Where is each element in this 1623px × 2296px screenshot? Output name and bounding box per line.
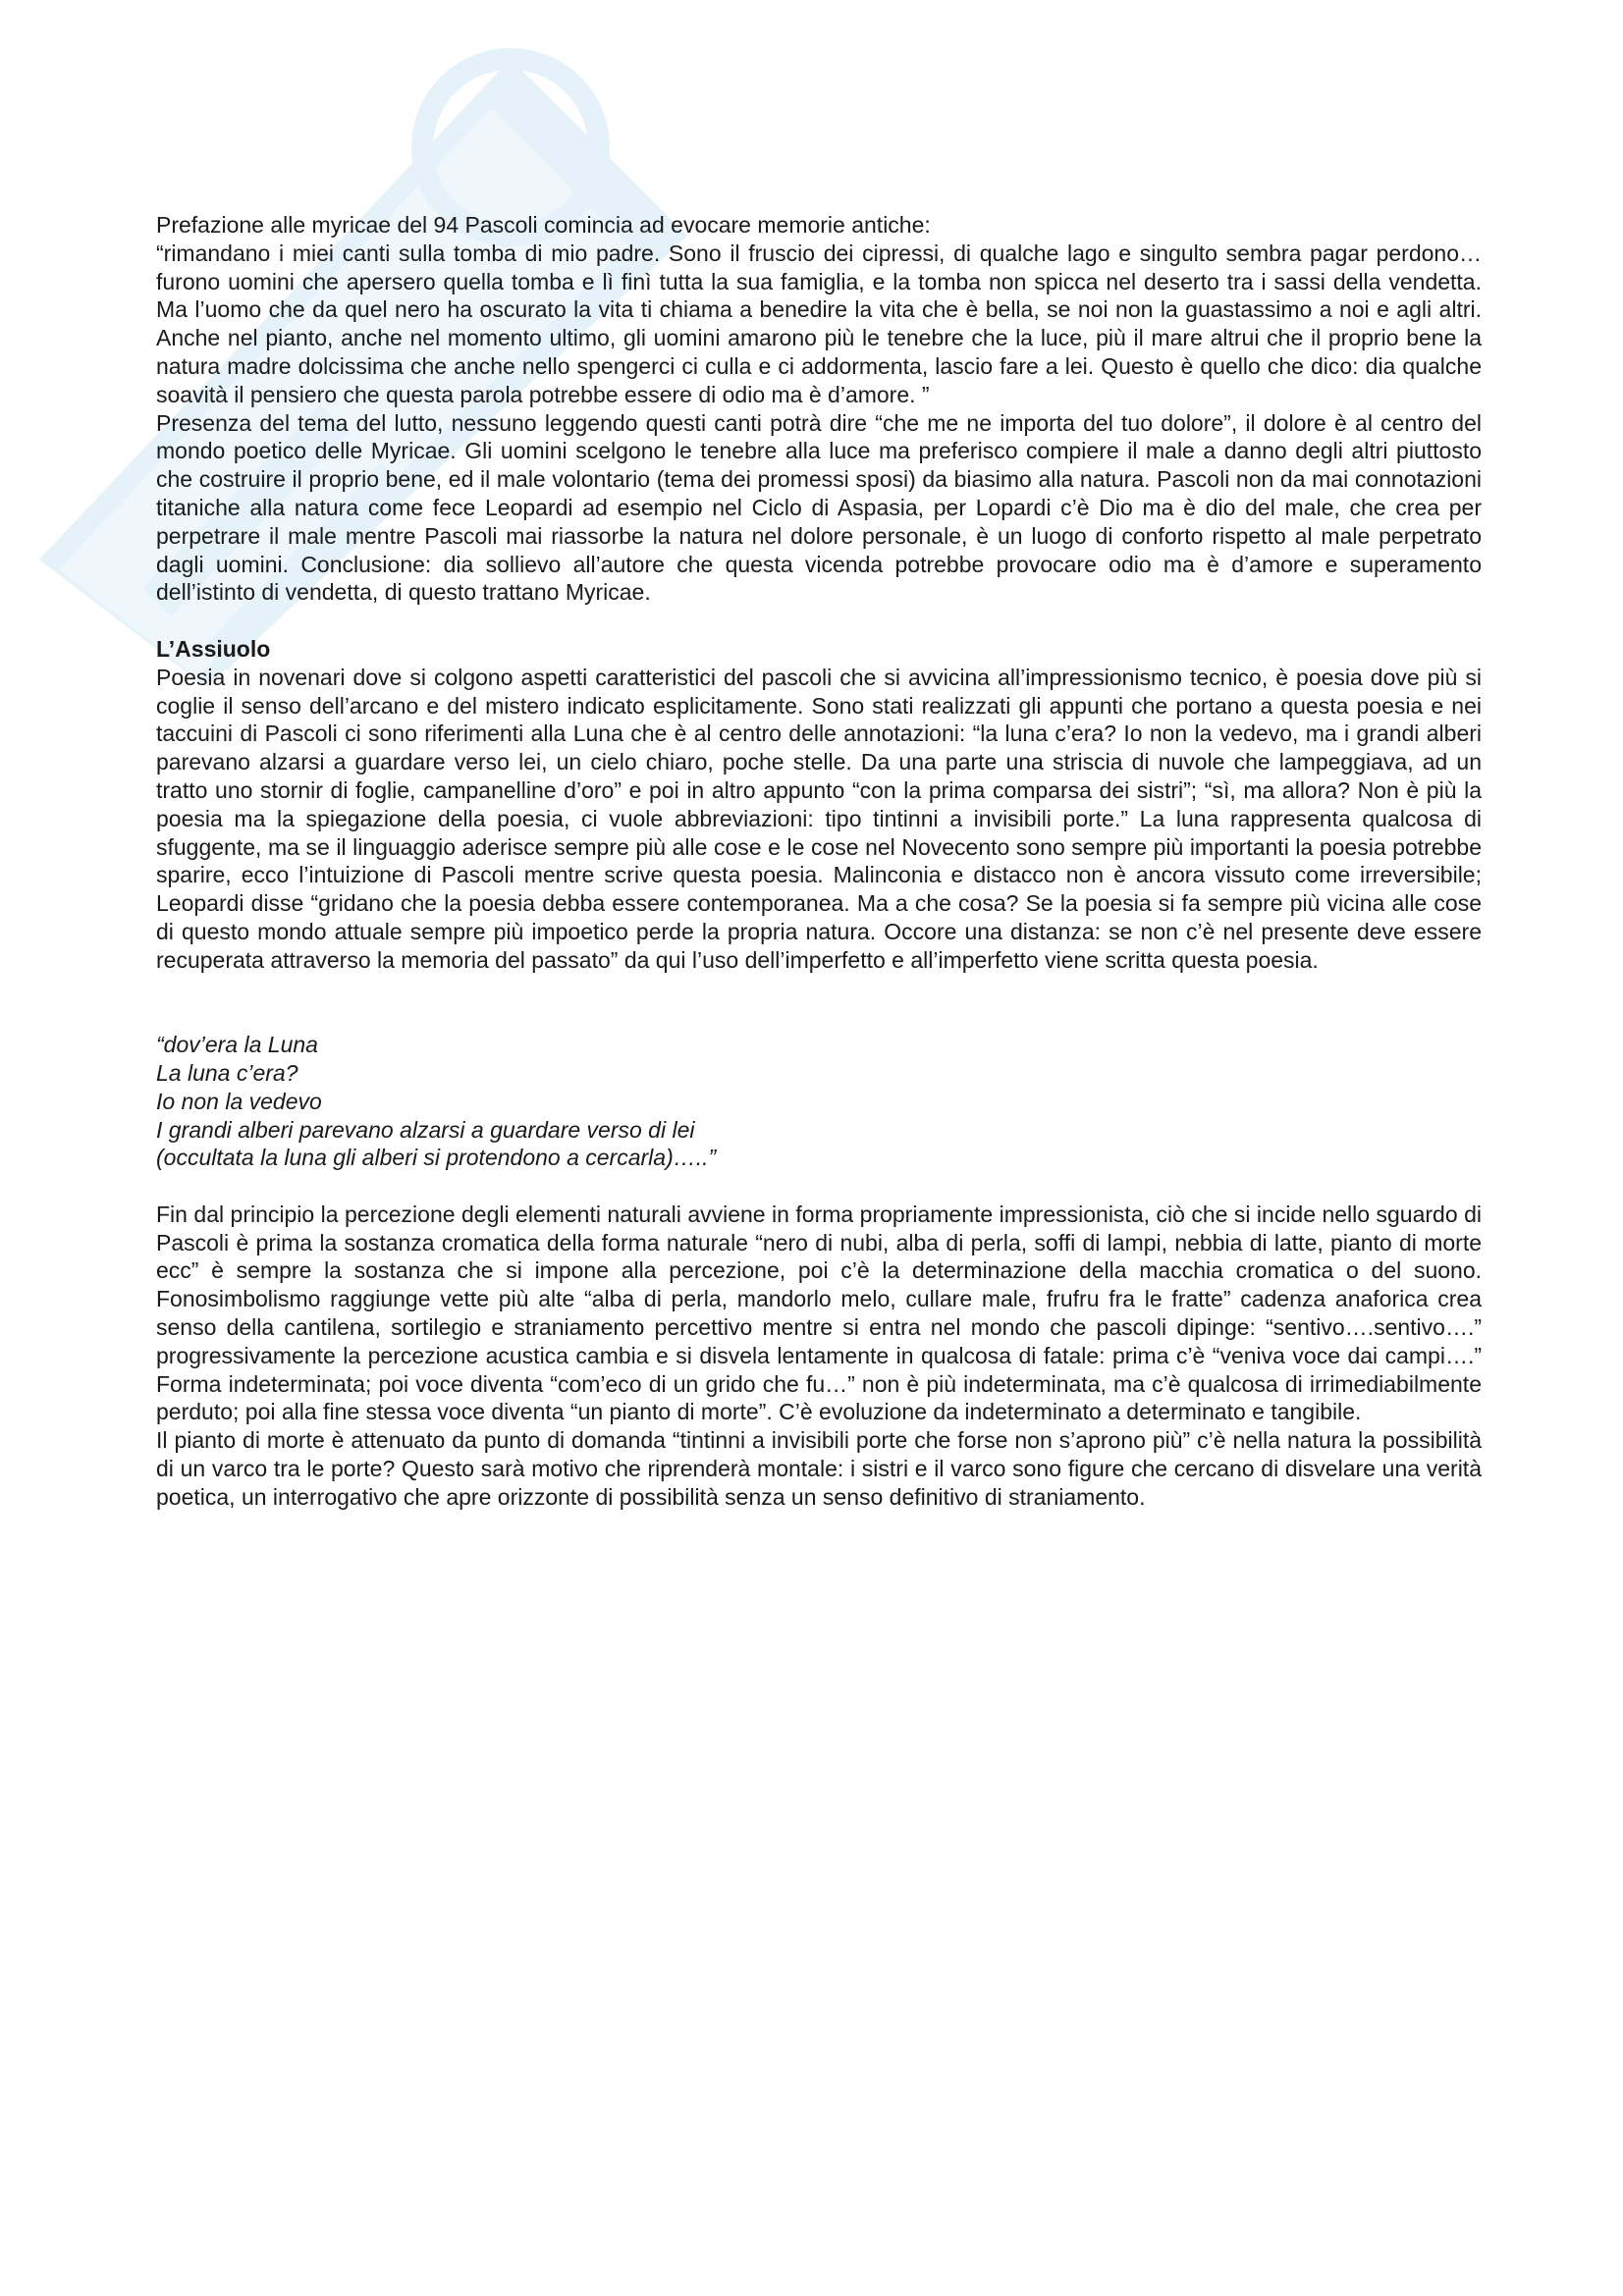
watermark-emblem bbox=[422, 59, 599, 236]
prefazione-intro: Prefazione alle myricae del 94 Pascoli comincia ad evocare memorie antiche: bbox=[156, 212, 931, 238]
poem-line: “dov’era la Luna bbox=[156, 1032, 318, 1058]
poem-excerpt bbox=[156, 1031, 1482, 1172]
poem-line: I grandi alberi parevano alzarsi a guardare verso di lei bbox=[156, 1116, 695, 1143]
analisi-paragraph-2: Il pianto di morte è attenuato da punto di domanda “tintinni a invisibili porte che forse non s’aprono più” c’è nella natura la possibilità di un varco tra le porte? Questo sarà motivo che riprenderà montale: i sistri e il varco sono figure che cercano di disvelare una verità poetica, un interrogativo che apre orizzonte di possibilità senza un senso definitivo di straniamento. bbox=[156, 1427, 1482, 1510]
section-heading-assiuolo: L’Assiuolo bbox=[156, 635, 271, 662]
document-body bbox=[156, 211, 1482, 1512]
poem-line: (occultata la luna gli alberi si protendono a cercarla)…..” bbox=[156, 1145, 717, 1171]
analisi-paragraph-1: Fin dal principio la percezione degli elementi naturali avviene in forma propriamente impressionista, ciò che si incide nello sguardo di Pascoli è prima la sostanza cromatica della forma naturale “nero di nubi, alba di perla, soffi di lampi, nebbia di latte, pianto di morte ecc” è sempre la sostanza che si impone alla percezione, poi c’è la determinazione della macchia cromatica o del suono. Fonosimbolismo raggiunge vette più alte “alba di perla, mandorlo melo, cullare male, frufru fra le fratte” cadenza anaforica crea senso della cantilena, sortilegio e straniamento percettivo mentre si entra nel mondo che pascoli dipinge: “sentivo….sentivo….” progressivamente la percezione acustica cambia e si disvela lentamente in qualcosa di fatale: prima c’è “veniva voce dai campi….” Forma indeterminata; poi voce diventa “com’eco di un grido che fu…” non è più indeterminata, ma c’è qualcosa di irrimediabilmente perduto; poi alla fine stessa voce diventa “un pianto di morte”. C’è evoluzione da indeterminato a determinato e tangibile. bbox=[156, 1201, 1482, 1425]
assiuolo-paragraph: Poesia in novenari dove si colgono aspetti caratteristici del pascoli che si avvicina all’impressionismo tecnico, è poesia dove più si coglie il senso dell’arcano e del mistero indicato esplicitamente. Sono stati realizzati gli appunti che portano a questa poesia e nei taccuini di Pascoli ci sono riferimenti alla Luna che è al centro delle annotazioni: “la luna c’era? Io non la vedevo, ma i grandi alberi parevano alzarsi a guardare verso lei, un cielo chiaro, poche stelle. Da una parte una striscia di nuvole che lampeggiava, ad un tratto uno stornir di foglie, campanelline d’oro” e poi in altro appunto “con la prima comparsa dei sistri”; “sì, ma allora? Non è più la poesia ma la spiegazione della poesia, ci vuole abbreviazioni: tipo tintinni a invisibili porte.” La luna rappresenta qualcosa di sfuggente, ma se il linguaggio aderisce sempre più alle cose e le cose nel Novecento sono sempre più importanti la poesia potrebbe sparire, ecco l’intuizione di Pascoli mentre scrive questa poesia. Malinconia e distacco non è ancora vissuto come irreversibile; Leopardi disse “gridano che la poesia debba essere contemporanea. Ma a che cosa? Se la poesia si fa sempre più vicina alle cose di questo mondo attuale sempre più impoetico perde la propria natura. Occore una distanza: se non c’è nel presente deve essere recuperata attraverso la memoria del passato” da qui l’uso dell’imperfetto e all’imperfetto viene scritta questa poesia. bbox=[156, 664, 1482, 973]
poem-line: Io non la vedevo bbox=[156, 1088, 322, 1114]
prefazione-commento: Presenza del tema del lutto, nessuno leggendo questi canti potrà dire “che me ne importa del tuo dolore”, il dolore è al centro del mondo poetico delle Myricae. Gli uomini scelgono le tenebre alla luce ma preferisco compiere il male a danno degli altri piuttosto che costruire il proprio bene, ed il male volontario (tema dei promessi sposi) da biasimo alla natura. Pascoli non da mai connotazioni titaniche alla natura come fece Leopardi ad esempio nel Ciclo di Aspasia, per Lopardi c’è Dio ma è dio del male, che crea per perpetrare il male mentre Pascoli mai riassorbe la natura nel dolore personale, è un luogo di conforto rispetto al male perpetrato dagli uomini. Conclusione: dia sollievo all’autore che questa vicenda potrebbe provocare odio ma è d’amore e superamento dell’istinto di vendetta, di questo trattano Myricae. bbox=[156, 409, 1482, 606]
poem-line: La luna c’era? bbox=[156, 1059, 298, 1086]
prefazione-quote: “rimandano i miei canti sulla tomba di mio padre. Sono il fruscio dei cipressi, di qualche lago e singulto sembra pagar perdono…furono uomini che apersero quella tomba e lì finì tutta la sua famiglia, e la tomba non spicca nel deserto tra i sassi della vendetta. Ma l’uomo che da quel nero ha oscurato la vita ti chiama a benedire la vita che è bella, se noi non la guastassimo a noi e agli altri. Anche nel pianto, anche nel momento ultimo, gli uomini amarono più le tenebre che la luce, più il mare altrui che il proprio bene la natura madre dolcissima che anche nello spengerci ci culla e ci addormenta, lascio fare a lei. Questo è quello che dico: dia qualche soavità il pensiero che questa parola potrebbe essere di odio ma è d’amore. ” bbox=[156, 240, 1482, 407]
